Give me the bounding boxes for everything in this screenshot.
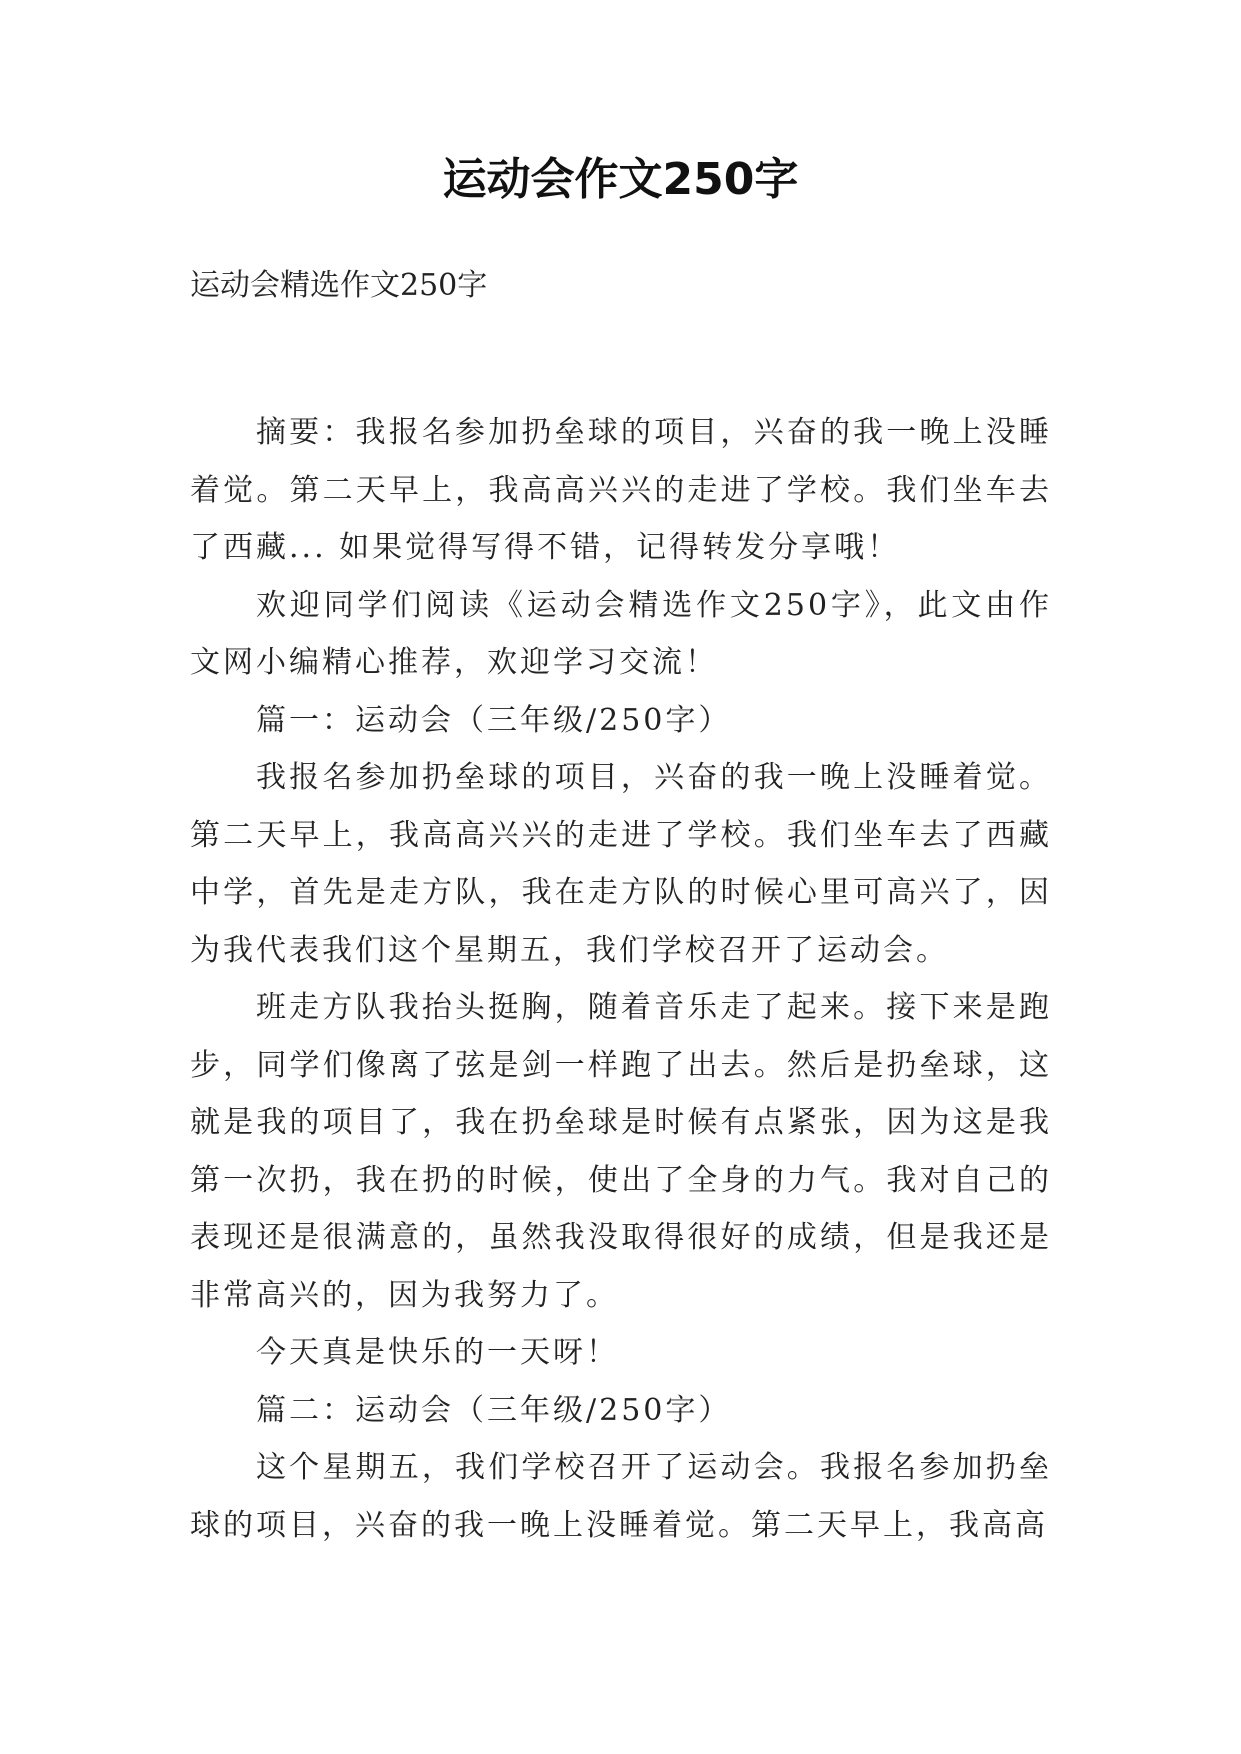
paragraph-welcome: 欢迎同学们阅读《运动会精选作文250字》，此文由作文网小编精心推荐，欢迎学习交流！ [190,587,1052,680]
paragraph: 班走方队我抬头挺胸，随着音乐走了起来。接下来是跑步，同学们像离了弦是剑一样跑了出去。然后是扔垒球，这就是我的项目了，我在扔垒球是时候有点紧张，因为这是我第一次扔，我在扔的时候，使出了全身的力气。我对自己的表现还是很满意的，虽然我没取得很好的成绩，但是我还是非常高兴的，因为我努力了。 [190,990,1052,1313]
paragraph: 今天真是快乐的一天呀！ [256,1335,619,1370]
document-title: 运动会作文250字 [442,154,799,205]
paragraph-abstract: 摘要：我报名参加扔垒球的项目，兴奋的我一晚上没睡着觉。第二天早上，我高高兴兴的走进了学校。我们坐车去了西藏... 如果觉得写得不错，记得转发分享哦！ [190,415,1052,565]
document-body [190,404,1052,1554]
paragraph: 我报名参加扔垒球的项目，兴奋的我一晚上没睡着觉。第二天早上，我高高兴兴的走进了学校。我们坐车去了西藏中学，首先是走方队，我在走方队的时候心里可高兴了，因为我代表我们这个星期五，我们学校召开了运动会。 [190,760,1052,968]
section-heading-2: 篇二：运动会（三年级/250字） [256,1392,732,1428]
section-heading-1: 篇一：运动会（三年级/250字） [256,702,732,738]
document-subtitle: 运动会精选作文250字 [190,268,488,303]
paragraph: 这个星期五，我们学校召开了运动会。我报名参加扔垒球的项目，兴奋的我一晚上没睡着觉。第二天早上，我高高 [190,1450,1052,1543]
